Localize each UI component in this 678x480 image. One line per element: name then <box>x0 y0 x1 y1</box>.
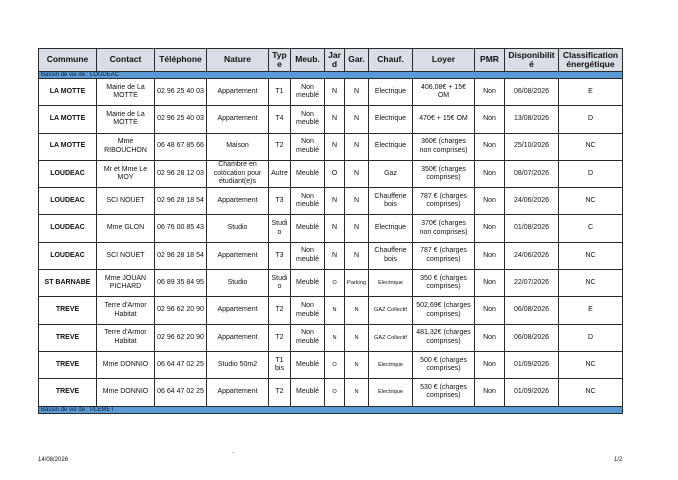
cell-jardin: N <box>325 242 345 269</box>
cell-classification: D <box>559 106 623 133</box>
cell-phone: 02 96 62 20 90 <box>155 297 207 324</box>
cell-meuble: Non meublé <box>291 133 325 160</box>
cell-type: T2 <box>269 379 291 406</box>
cell-meuble: Meublé <box>291 270 325 297</box>
header-pmr: PMR <box>475 49 505 72</box>
cell-jardin: N <box>325 297 345 324</box>
cell-meuble: Non meublé <box>291 324 325 351</box>
table-row <box>39 106 623 133</box>
cell-classification: NC <box>559 188 623 215</box>
cell-garage: N <box>345 351 369 378</box>
cell-nature: Appartement <box>207 79 269 106</box>
cell-garage: N <box>345 297 369 324</box>
cell-nature: Chambre en colocation pour étudiant(e)s <box>207 160 269 187</box>
cell-classification: E <box>559 297 623 324</box>
cell-classification: D <box>559 160 623 187</box>
cell-pmr: Non <box>475 215 505 242</box>
table-row <box>39 215 623 242</box>
cell-jardin: N <box>325 106 345 133</box>
cell-type: T3 <box>269 242 291 269</box>
cell-commune: TREVE <box>39 297 97 324</box>
cell-commune: LOUDEAC <box>39 188 97 215</box>
cell-garage: N <box>345 79 369 106</box>
cell-chauffage: Electrique <box>369 106 413 133</box>
cell-disponibilite: 01/09/2026 <box>505 351 559 378</box>
cell-contact: Mme GLON <box>97 215 155 242</box>
cell-jardin: N <box>325 79 345 106</box>
cell-classification: NC <box>559 133 623 160</box>
footer-date: 14/08/2026 <box>38 457 69 463</box>
cell-nature: Appartement <box>207 324 269 351</box>
cell-contact: Mme RIBOUCHON <box>97 133 155 160</box>
cell-classification: NC <box>559 242 623 269</box>
cell-loyer: 787 € (charges comprises) <box>413 188 475 215</box>
cell-chauffage: Electrique <box>369 379 413 406</box>
cell-chauffage: Chaufferie bois <box>369 188 413 215</box>
cell-phone: 02 96 62 20 90 <box>155 324 207 351</box>
cell-chauffage: GAZ Collectif <box>369 297 413 324</box>
basin-label-bottom: Bassin de vie de : PLEMET <box>39 406 623 413</box>
cell-meuble: Meublé <box>291 379 325 406</box>
cell-meuble: Meublé <box>291 160 325 187</box>
cell-classification: E <box>559 79 623 106</box>
cell-chauffage: Gaz <box>369 160 413 187</box>
cell-contact: Mairie de La MOTTE <box>97 79 155 106</box>
table-row <box>39 188 623 215</box>
cell-chauffage: Electrique <box>369 270 413 297</box>
cell-loyer: 470€ + 15€ OM <box>413 106 475 133</box>
cell-disponibilite: 24/06/2026 <box>505 242 559 269</box>
header-classification: Classification énergétique <box>559 49 623 72</box>
table-row <box>39 79 623 106</box>
cell-meuble: Non meublé <box>291 242 325 269</box>
cell-disponibilite: 08/07/2026 <box>505 160 559 187</box>
cell-garage: N <box>345 324 369 351</box>
cell-nature: Appartement <box>207 106 269 133</box>
cell-phone: 02 96 28 12 03 <box>155 160 207 187</box>
cell-type: T1 bis <box>269 351 291 378</box>
cell-garage: N <box>345 160 369 187</box>
cell-disponibilite: 22/07/2026 <box>505 270 559 297</box>
cell-nature: Appartement <box>207 188 269 215</box>
cell-loyer: 406,08€ + 15€ OM <box>413 79 475 106</box>
cell-loyer: 530 € (charges comprises) <box>413 379 475 406</box>
cell-type: T1 <box>269 79 291 106</box>
cell-chauffage: Electrique <box>369 351 413 378</box>
cell-garage: N <box>345 133 369 160</box>
cell-type: T2 <box>269 133 291 160</box>
cell-commune: TREVE <box>39 324 97 351</box>
cell-loyer: 350€ (charges comprises) <box>413 160 475 187</box>
cell-pmr: Non <box>475 160 505 187</box>
cell-garage: N <box>345 106 369 133</box>
cell-jardin: N <box>325 324 345 351</box>
cell-phone: 06 89 35 84 95 <box>155 270 207 297</box>
header-garage: Gar. <box>345 49 369 72</box>
cell-phone: 02 96 28 18 54 <box>155 188 207 215</box>
cell-commune: TREVE <box>39 351 97 378</box>
cell-garage: N <box>345 188 369 215</box>
cell-commune: LOUDEAC <box>39 242 97 269</box>
cell-commune: LA MOTTE <box>39 106 97 133</box>
cell-commune: LOUDEAC <box>39 160 97 187</box>
cell-loyer: 370€ (charges non comprises) <box>413 215 475 242</box>
cell-phone: 06 76 00 85 43 <box>155 215 207 242</box>
cell-nature: Appartement <box>207 297 269 324</box>
cell-type: Autre <box>269 160 291 187</box>
cell-loyer: 360€ (charges non comprises) <box>413 133 475 160</box>
cell-contact: Mr et Mme Le MOY <box>97 160 155 187</box>
cell-type: T2 <box>269 324 291 351</box>
cell-jardin: N <box>325 215 345 242</box>
cell-meuble: Meublé <box>291 351 325 378</box>
cell-contact: Terre d'Armor Habitat <box>97 297 155 324</box>
cell-phone: 02 96 25 40 03 <box>155 79 207 106</box>
cell-classification: NC <box>559 351 623 378</box>
cell-nature: Studio <box>207 270 269 297</box>
cell-chauffage: Electrique <box>369 79 413 106</box>
cell-type: T3 <box>269 188 291 215</box>
cell-meuble: Meublé <box>291 215 325 242</box>
cell-nature: Studio 50m2 <box>207 351 269 378</box>
cell-jardin: O <box>325 160 345 187</box>
cell-loyer: 500 € (charges comprises) <box>413 351 475 378</box>
cell-phone: 06 48 67 85 66 <box>155 133 207 160</box>
table-row <box>39 351 623 378</box>
cell-classification: NC <box>559 379 623 406</box>
cell-pmr: Non <box>475 242 505 269</box>
cell-contact: Mairie de La MOTTE <box>97 106 155 133</box>
cell-contact: Terre d'Armor Habitat <box>97 324 155 351</box>
cell-commune: LA MOTTE <box>39 133 97 160</box>
header-nature: Nature <box>207 49 269 72</box>
cell-commune: ST BARNABE <box>39 270 97 297</box>
cell-meuble: Non meublé <box>291 106 325 133</box>
table-row <box>39 379 623 406</box>
cell-nature: Appartement <box>207 242 269 269</box>
cell-type: Studio <box>269 270 291 297</box>
header-row <box>39 49 623 72</box>
cell-chauffage: Electrique <box>369 215 413 242</box>
cell-jardin: N <box>325 133 345 160</box>
cell-nature: Appartement <box>207 379 269 406</box>
basin-label-top: Bassin de vie de : LOUDEAC <box>39 72 623 79</box>
cell-pmr: Non <box>475 297 505 324</box>
cell-jardin: O <box>325 351 345 378</box>
cell-pmr: Non <box>475 270 505 297</box>
cell-nature: Maison <box>207 133 269 160</box>
table-row <box>39 297 623 324</box>
header-jardin: Jard <box>325 49 345 72</box>
basin-row-bottom <box>39 406 623 413</box>
cell-disponibilite: 06/08/2026 <box>505 79 559 106</box>
cell-disponibilite: 13/08/2026 <box>505 106 559 133</box>
header-telephone: Téléphone <box>155 49 207 72</box>
cell-contact: Mme DONNIO <box>97 379 155 406</box>
cell-disponibilite: 01/08/2026 <box>505 215 559 242</box>
cell-loyer: 350 € (charges comprises) <box>413 270 475 297</box>
cell-contact: SCI NOUET <box>97 188 155 215</box>
cell-disponibilite: 01/09/2026 <box>505 379 559 406</box>
cell-commune: TREVE <box>39 379 97 406</box>
header-disponibilite: Disponibilité <box>505 49 559 72</box>
header-chauffage: Chauf. <box>369 49 413 72</box>
cell-garage: N <box>345 215 369 242</box>
cell-phone: 06 64 47 02 25 <box>155 351 207 378</box>
cell-chauffage: Electrique <box>369 133 413 160</box>
cell-chauffage: GAZ Collectif <box>369 324 413 351</box>
housing-table <box>38 48 623 414</box>
table-row <box>39 324 623 351</box>
header-commune: Commune <box>39 49 97 72</box>
cell-chauffage: Chaufferie bois <box>369 242 413 269</box>
cell-meuble: Non meublé <box>291 79 325 106</box>
table-row <box>39 242 623 269</box>
cell-classification: D <box>559 324 623 351</box>
cell-pmr: Non <box>475 106 505 133</box>
cell-contact: Mme JOUAN PICHARD <box>97 270 155 297</box>
cell-type: T4 <box>269 106 291 133</box>
page-mark: - <box>232 450 234 456</box>
cell-phone: 02 96 28 18 54 <box>155 242 207 269</box>
table-row <box>39 270 623 297</box>
cell-meuble: Non meublé <box>291 297 325 324</box>
header-contact: Contact <box>97 49 155 72</box>
cell-disponibilite: 06/08/2026 <box>505 297 559 324</box>
cell-pmr: Non <box>475 188 505 215</box>
cell-pmr: Non <box>475 324 505 351</box>
cell-pmr: Non <box>475 79 505 106</box>
cell-contact: SCI NOUET <box>97 242 155 269</box>
cell-contact: Mme DONNIO <box>97 351 155 378</box>
cell-pmr: Non <box>475 379 505 406</box>
cell-jardin: O <box>325 270 345 297</box>
cell-pmr: Non <box>475 351 505 378</box>
cell-loyer: 787 € (charges comprises) <box>413 242 475 269</box>
cell-jardin: O <box>325 379 345 406</box>
cell-loyer: 481,32€ (charges comprises) <box>413 324 475 351</box>
cell-garage: Parking <box>345 270 369 297</box>
cell-disponibilite: 06/08/2026 <box>505 324 559 351</box>
header-type: Type <box>269 49 291 72</box>
table-row <box>39 133 623 160</box>
cell-nature: Studio <box>207 215 269 242</box>
cell-jardin: N <box>325 188 345 215</box>
cell-disponibilite: 24/06/2026 <box>505 188 559 215</box>
cell-commune: LA MOTTE <box>39 79 97 106</box>
cell-commune: LOUDEAC <box>39 215 97 242</box>
table-row <box>39 160 623 187</box>
cell-type: T2 <box>269 297 291 324</box>
cell-garage: N <box>345 379 369 406</box>
header-loyer: Loyer <box>413 49 475 72</box>
cell-phone: 02 96 25 40 03 <box>155 106 207 133</box>
basin-row-top <box>39 72 623 79</box>
cell-pmr: Non <box>475 133 505 160</box>
cell-classification: NC <box>559 270 623 297</box>
page-number: 1/2 <box>614 457 623 463</box>
cell-classification: C <box>559 215 623 242</box>
cell-type: Studio <box>269 215 291 242</box>
cell-loyer: 502,69€ (charges comprises) <box>413 297 475 324</box>
header-meuble: Meub. <box>291 49 325 72</box>
cell-garage: N <box>345 242 369 269</box>
cell-meuble: Non meublé <box>291 188 325 215</box>
cell-phone: 06 64 47 02 25 <box>155 379 207 406</box>
cell-disponibilite: 25/10/2026 <box>505 133 559 160</box>
